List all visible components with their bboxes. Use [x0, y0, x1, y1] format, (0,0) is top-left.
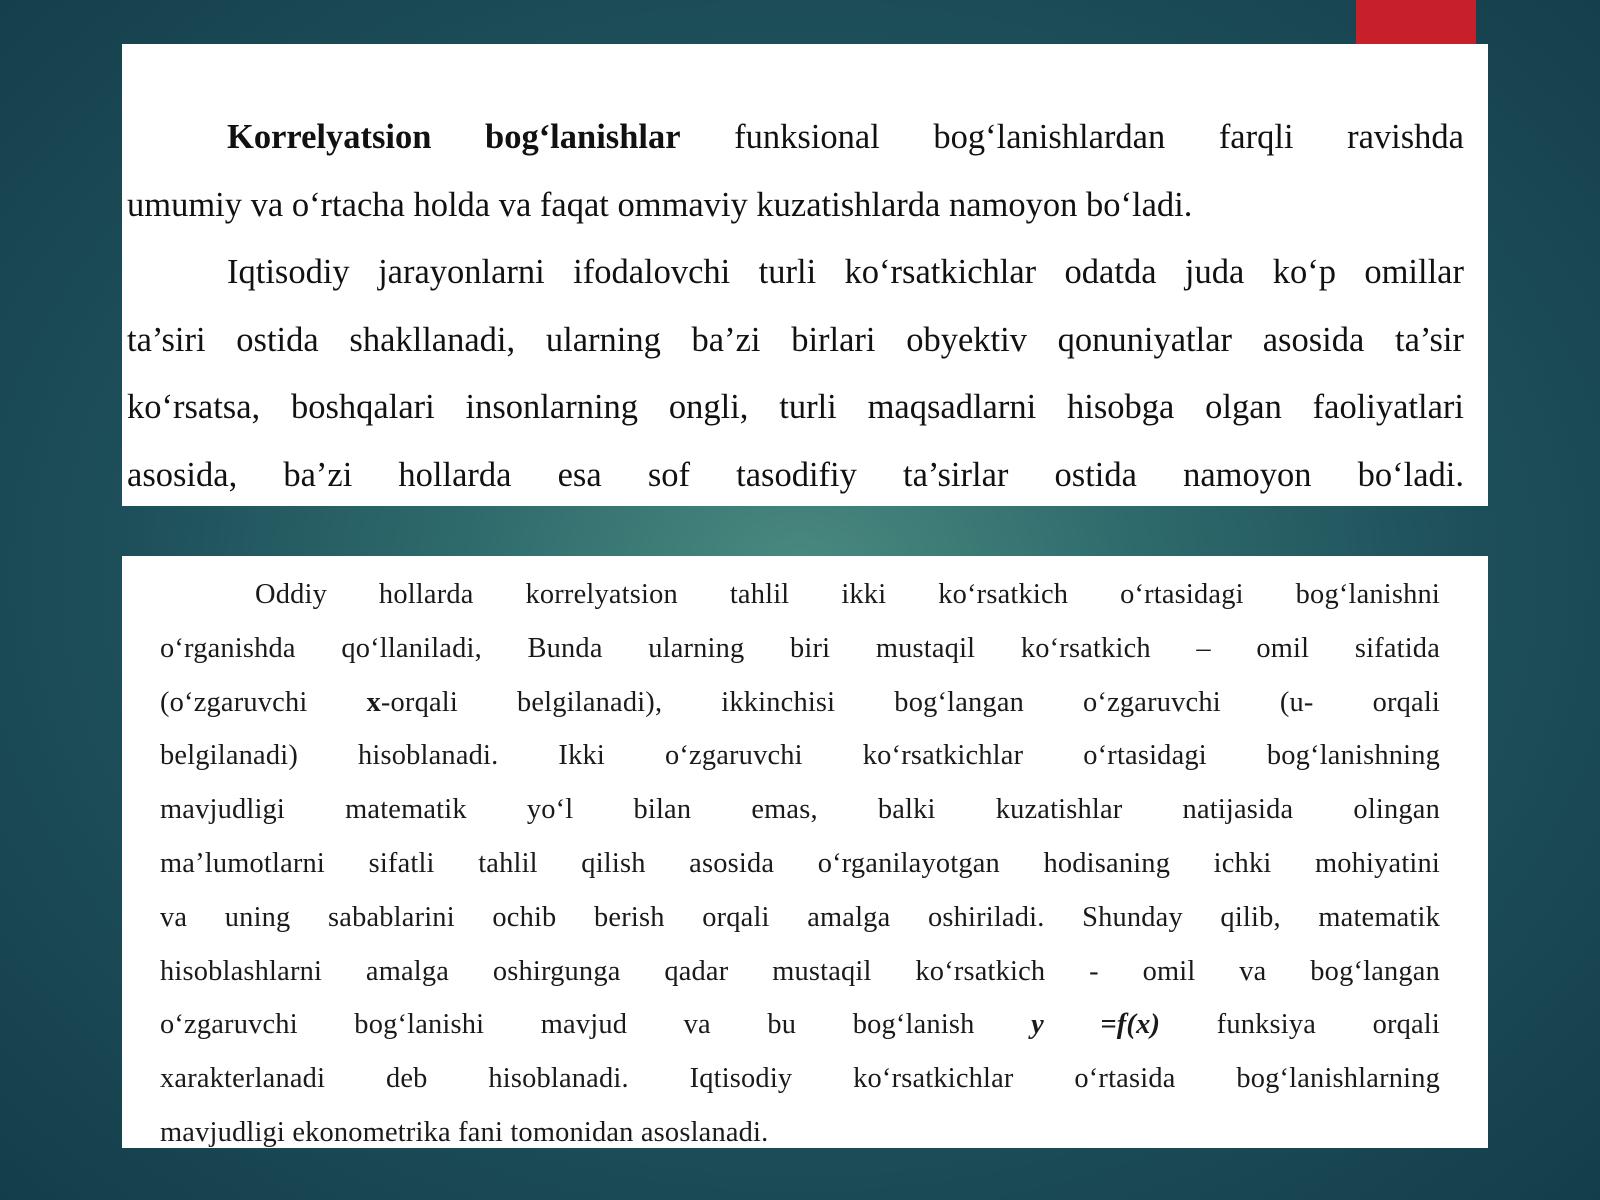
variable-x: x: [366, 686, 381, 718]
text-line: ma’lumotlarni sifatli tahlil qilish asosida o‘rganilayotgan hodisaning ichki mohiyatini: [160, 847, 1440, 879]
text-line: Oddiy hollarda korrelyatsion tahlil ikki ko‘rsatkich o‘rtasidagi bog‘lanishni: [255, 579, 1440, 610]
line-text: funksional bog‘lanishlardan farqli ravishda: [680, 118, 1464, 156]
text-fragment: o‘zgaruvchi bog‘lanishi mavjud va bu bog‘lanish: [160, 1009, 1032, 1041]
red-accent-block: [1356, 0, 1476, 44]
paragraph-correlation-definition-line2: umumiy va o‘rtacha holda va faqat ommaviy kuzatishlarda namoyon bo‘ladi.: [127, 185, 1193, 224]
paragraph-correlation-analysis: [160, 568, 1440, 1160]
bold-term: Korrelyatsion bog‘lanishlar: [227, 118, 681, 156]
text-line: va uning sabablarini ochib berish orqali amalga oshiriladi. Shunday qilib, matematik: [160, 901, 1440, 933]
paragraph-economic-processes-line2: ta’siri ostida shakllanadi, ularning ba’zi birlari obyektiv qonuniyatlar asosida ta’sir: [127, 320, 1464, 359]
text-line: belgilanadi) hisoblanadi. Ikki o‘zgaruvchi ko‘rsatkichlar o‘rtasidagi bog‘lanishning: [160, 740, 1440, 772]
text-fragment: funksiya orqali: [1160, 1009, 1440, 1041]
paragraph-economic-processes-line4: asosida, ba’zi hollarda esa sof tasodifiy ta’sirlar ostida namoyon bo‘ladi.: [127, 455, 1464, 494]
paragraph-correlation-definition-line1: [127, 104, 1464, 172]
text-fragment: -orqali belgilanadi), ikkinchisi bog‘langan o‘zgaruvchi (u- orqali: [380, 686, 1440, 718]
text-line: xarakterlanadi deb hisoblanadi. Iqtisodiy ko‘rsatkichlar o‘rtasida bog‘lanishlarning: [160, 1063, 1440, 1095]
text-fragment: (o‘zgaruvchi: [160, 686, 367, 718]
paragraph-economic-processes-line3: ko‘rsatsa, boshqalari insonlarning ongli, turli maqsadlarni hisobga olgan faoliyatlari: [127, 388, 1464, 426]
formula: y =f(x): [1031, 1009, 1161, 1041]
text-line: [160, 998, 1440, 1052]
text-line: hisoblashlarni amalga oshirgunga qadar mustaqil ko‘rsatkich - omil va bog‘langan: [160, 955, 1440, 987]
text-line: [160, 676, 1440, 730]
paragraph-economic-processes-line1: Iqtisodiy jarayonlarni ifodalovchi turli ko‘rsatkichlar odatda juda ko‘p omillar: [227, 253, 1464, 291]
text-panel-bottom: [122, 556, 1488, 1148]
text-line: mavjudligi ekonometrika fani tomonidan asoslanadi.: [160, 1116, 769, 1148]
text-line: mavjudligi matematik yo‘l bilan emas, balki kuzatishlar natijasida olingan: [160, 794, 1440, 826]
text-panel-top: [122, 44, 1488, 506]
text-line: o‘rganishda qo‘llaniladi, Bunda ularning biri mustaqil ko‘rsatkich – omil sifatida: [160, 632, 1440, 664]
